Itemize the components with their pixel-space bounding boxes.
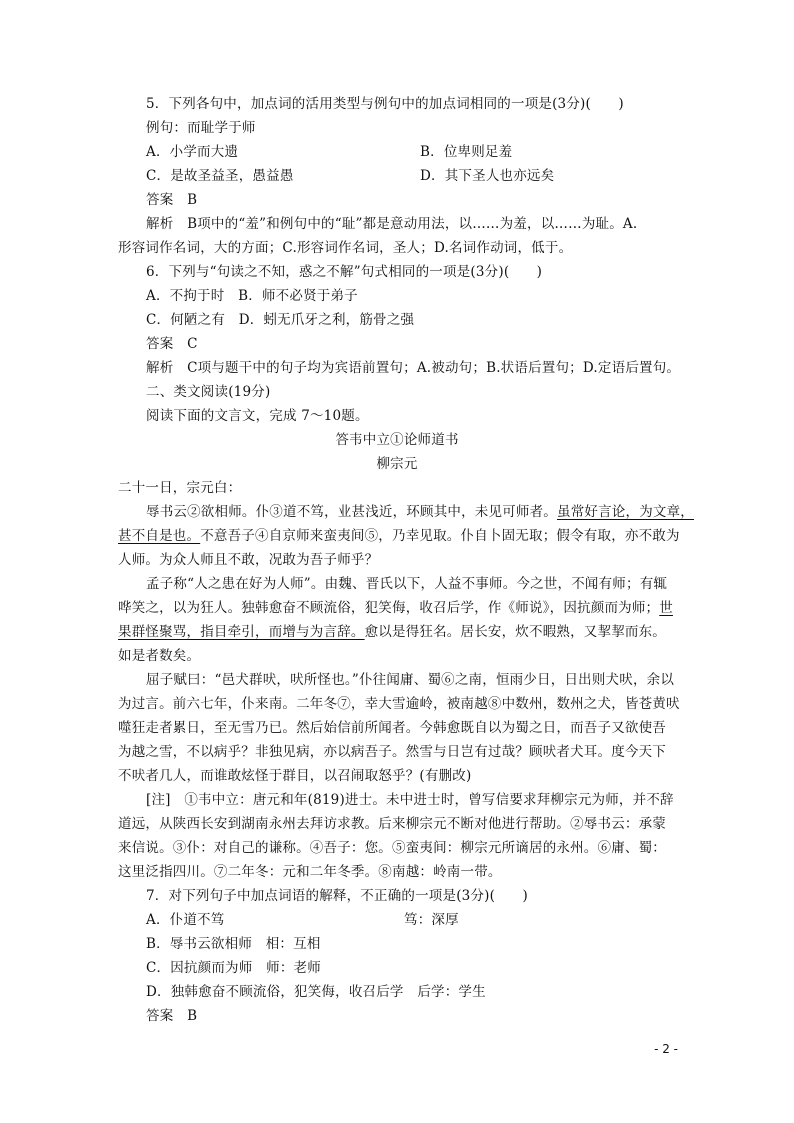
article-p3-line4: 为越之雪，不以病乎？非独见病，亦以病吾子。然雪与日岂有过哉？顾吠者犬耳。度今天下 (118, 744, 666, 760)
underlined-sentence: 果群怪聚骂，指目牵引，而增与为言辞。 (118, 624, 365, 640)
q5-example: 例句：而耻学于师 (146, 120, 256, 136)
q7-option-a-gloss: 笃：深厚 (404, 912, 459, 928)
article-p1-line2: 甚不自是也。不意吾子④自京师来蛮夷间⑤，乃幸见取。仆自卜固无取；假令有取，亦不敢为 (118, 528, 680, 544)
page-number: - 2 - (654, 1042, 678, 1056)
q7-option-b: B．辱书云欲相师 相：互相 (146, 936, 321, 952)
q5-analysis-line1: 解析 B项中的“羞”和例句中的“耻”都是意动用法，以……为羞，以……为耻。A. (146, 216, 638, 232)
q7-option-a: A．仆道不笃 (146, 912, 225, 928)
article-p2-line4: 如是者数矣。 (118, 648, 201, 664)
notes-line3: 来信说。③仆：对自己的谦称。④吾子：您。⑤蛮夷间：柳宗元所谪居的永州。⑥庸、蜀： (118, 840, 666, 856)
notes-line4: 这里泛指四川。⑦二年冬：元和二年冬季。⑧南越：岭南一带。 (118, 864, 502, 880)
q6-analysis: 解析 C项与题干中的句子均为宾语前置句；A.被动句；B.状语后置句；D.定语后置句。 (146, 360, 681, 376)
q7-answer: 答案 B (146, 1008, 198, 1024)
article-p3-line1: 屈子赋曰：“邑犬群吠，吠所怪也。”仆往闻庸、蜀⑥之南，恒雨少日，日出则犬吠，余以 (146, 672, 675, 688)
underlined-sentence: 虽常好言论，为文章， (557, 504, 694, 520)
article-p3-line2: 为过言。前六七年，仆来南。二年冬⑦，幸大雪逾岭，被南越⑧中数州，数州之犬，皆苍黄吠 (118, 696, 680, 712)
notes-line1: [注] ①韦中立：唐元和年(819)进士。未中进士时，曾写信要求拜柳宗元为师，并不辞 (146, 792, 674, 808)
q5-option-d: D．其下圣人也亦远矣 (420, 168, 555, 184)
article-title: 答韦中立①论师道书 (335, 432, 459, 448)
q5-option-c: C．是故圣益圣，愚益愚 (146, 168, 294, 184)
article-author: 柳宗元 (376, 456, 418, 472)
section-heading: 二、类文阅读(19分) (146, 384, 271, 400)
section-intro: 阅读下面的文言文，完成 7～10题。 (146, 408, 369, 424)
q7-stem: 7．对下列句子中加点词语的解释，不正确的一项是(3分)( ) (146, 888, 528, 904)
article-salutation: 二十一日，宗元白： (118, 480, 242, 496)
article-p2-line1: 孟子称“人之患在好为人师”。由魏、晋氏以下，人益不事师。今之世，不闻有师；有辄 (146, 576, 668, 592)
q7-option-d: D．独韩愈奋不顾流俗，犯笑侮，收召后学 后学：学生 (146, 984, 486, 1000)
q5-option-b: B．位卑则足羞 (420, 144, 513, 160)
q6-answer: 答案 C (146, 336, 198, 352)
q5-analysis-line2: 形容词作名词，大的方面；C.形容词作名词，圣人；D.名词作动词，低于。 (118, 240, 573, 256)
underlined-sentence: 甚不自是也。 (118, 528, 201, 544)
underlined-sentence: 世 (659, 600, 673, 616)
article-p1-line1: 辱书云②欲相师。仆③道不笃，业甚浅近，环顾其中，未见可师者。虽常好言论，为文章， (146, 504, 694, 520)
q5-stem: 5．下列各句中，加点词的活用类型与例句中的加点词相同的一项是(3分)( ) (146, 96, 624, 112)
q6-stem: 6．下列与“句读之不知，惑之不解”句式相同的一项是(3分)( ) (146, 264, 543, 280)
q5-answer: 答案 B (146, 192, 198, 208)
q5-option-a: A．小学而大遗 (146, 144, 239, 160)
q7-option-c: C．因抗颜而为师 师：老师 (146, 960, 321, 976)
notes-line2: 道远，从陕西长安到湖南永州去拜访求教。后来柳宗元不断对他进行帮助。②辱书云：承蒙 (118, 816, 666, 832)
article-p2-line3: 果群怪聚骂，指目牵引，而增与为言辞。愈以是得狂名。居长安，炊不暇熟，又挈挈而东。 (118, 624, 667, 640)
q6-options-ab: A．不拘于时 B．师不必贤于弟子 (146, 288, 358, 304)
article-p1-line3: 人师。为众人师且不敢，况敢为吾子师乎？ (118, 552, 379, 568)
article-p2-line2: 哗笑之，以为狂人。独韩愈奋不顾流俗，犯笑侮，收召后学，作《师说》，因抗颜而为师；世 (118, 600, 673, 616)
article-p3-line3: 噬狂走者累日，至无雪乃已。然后始信前所闻者。今韩愈既自以为蜀之日，而吾子又欲使吾 (118, 720, 666, 736)
q6-options-cd: C．何陋之有 D．蚓无爪牙之利，筋骨之强 (146, 312, 415, 328)
article-p3-line5: 不吠者几人，而谁敢炫怪于群目，以召闹取怒乎？(有删改) (118, 768, 472, 784)
